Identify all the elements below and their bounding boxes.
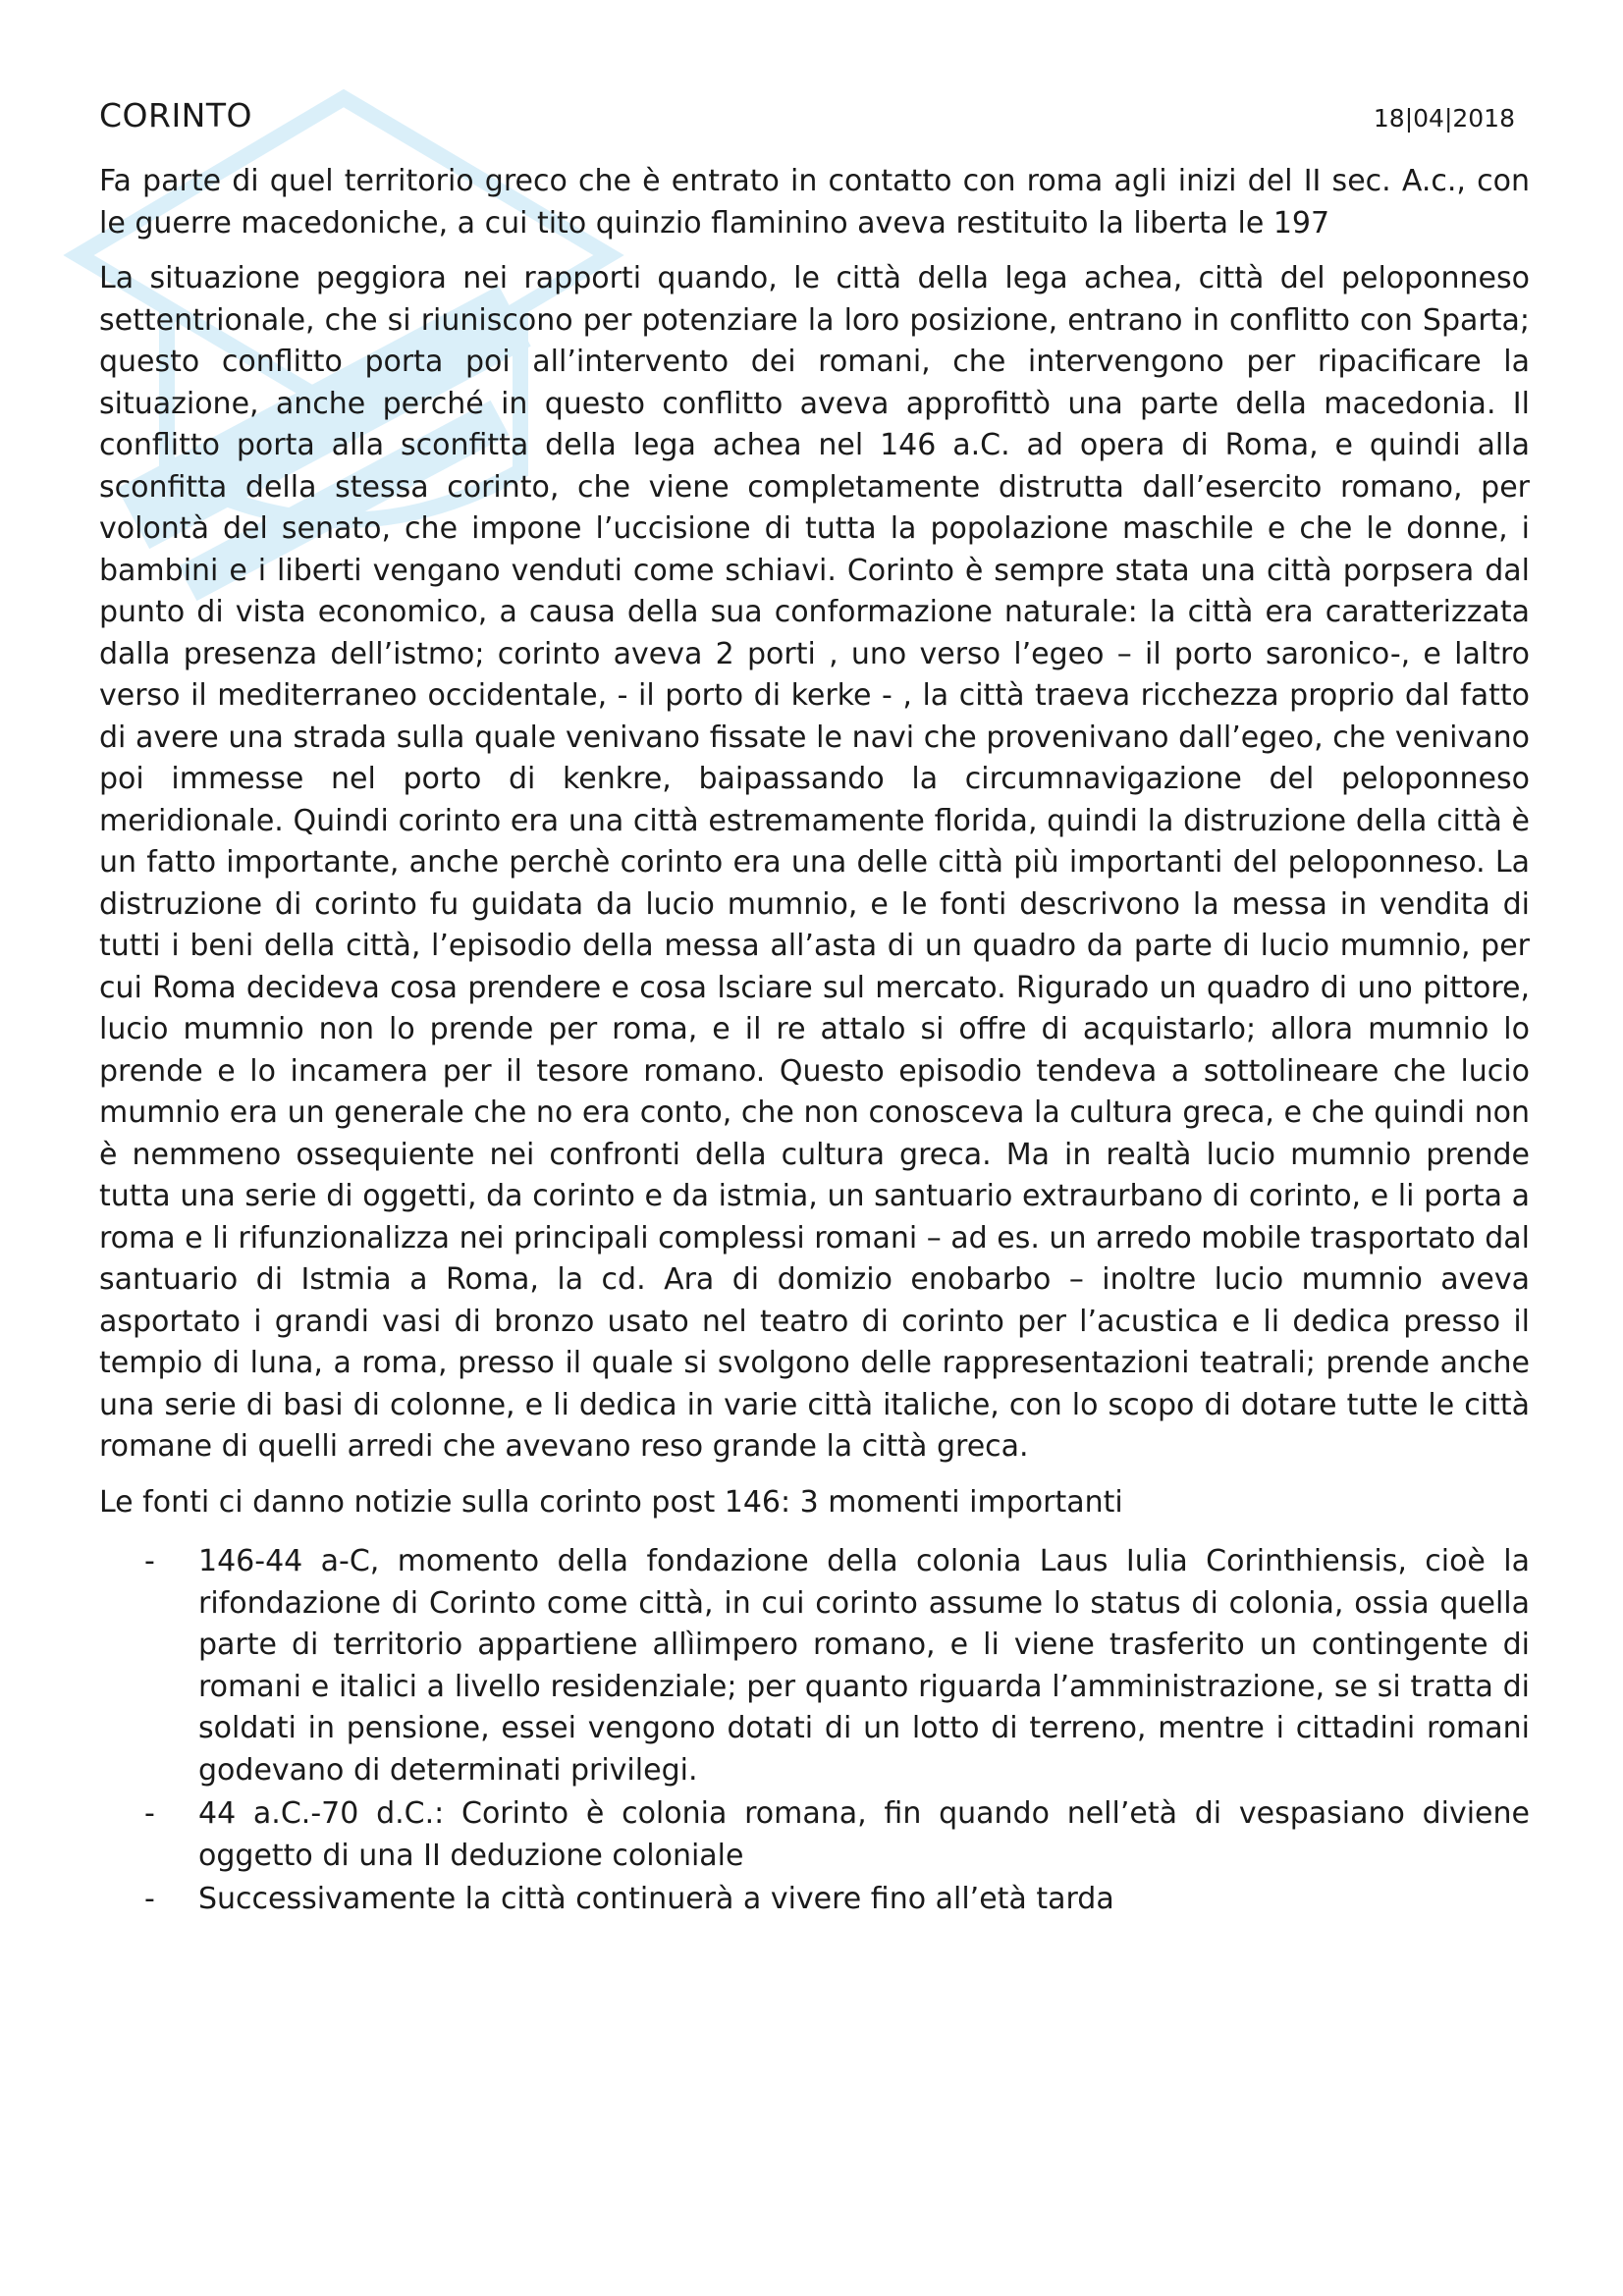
- bullet-dash: -: [144, 1796, 155, 1831]
- list-item-text: 44 a.C.-70 d.C.: Corinto è colonia romana, fin quando nell’età di vespasiano diviene oggetto di una II deduzione coloniale: [198, 1796, 1530, 1873]
- paragraph-sources: Le fonti ci danno notizie sulla corinto post 146: 3 momenti importanti: [99, 1484, 1123, 1520]
- bullet-dash: -: [144, 1544, 155, 1578]
- document-page: [99, 96, 1530, 1923]
- document-title: CORINTO: [99, 96, 252, 134]
- paragraph-history: La situazione peggiora nei rapporti quando, le città della lega achea, città del peloponneso settentrionale, che si riuniscono per potenziare la loro posizione, entrano in conflitto con Sparta; questo conflitto porta poi all’intervento dei romani, che intervengono per ripacificare la situazione, anche perché in questo conflitto aveva approfittò una parte della macedonia. Il conflitto porta alla sconfitta della lega achea nel 146 a.C. ad opera di Roma, e quindi alla sconfitta della stessa corinto, che viene completamente distrutta dall’esercito romano, per volontà del senato, che impone l’uccisione di tutta la popolazione maschile e che le donne, i bambini e i liberti vengano venduti come schiavi. Corinto è sempre stata una città porpsera dal punto di vista economico, a causa della sua conformazione naturale: la città era caratterizzata dalla presenza dell’istmo; corinto aveva 2 porti , uno verso l’egeo – il porto saronico-, e laltro verso il mediterraneo occidentale, - il porto di kerke - , la città traeva ricchezza proprio dal fatto di avere una strada sulla quale venivano fissate le navi che provenivano dall’egeo, che venivano poi immesse nel porto di kenkre, baipassando la circumnavigazione del peloponneso meridionale. Quindi corinto era una città estremamente florida, quindi la distruzione della città è un fatto importante, anche perchè corinto era una delle città più importanti del peloponneso. La distruzione di corinto fu guidata da lucio mumnio, e le fonti descrivono la messa in vendita di tutti i beni della città, l’episodio della messa all’asta di un quadro da parte di lucio mumnio, per cui Roma decideva cosa prendere e cosa lsciare sul mercato. Rigurado un quadro di uno pittore, lucio mumnio non lo prende per roma, e il re attalo si offre di acquistarlo; allora mumnio lo prende e lo incamera per il tesore romano. Questo episodio tendeva a sottolineare che lucio mumnio era un generale che no era conto, che non conosceva la cultura greca, e che quindi non è nemmeno ossequiente nei confronti della cultura greca. Ma in realtà lucio mumnio prende tutta una serie di oggetti, da corinto e da istmia, un santuario extraurbano di corinto, e li porta a roma e li rifunzionalizza nei principali complessi romani – ad es. un arredo mobile trasportato dal santuario di Istmia a Roma, la cd. Ara di domizio enobarbo – inoltre lucio mumnio aveva asportato i grandi vasi di bronzo usato nel teatro di corinto per l’acustica e li dedica presso il tempio di luna, a roma, presso il quale si svolgono delle rappresentazioni teatrali; prende anche una serie di basi di colonne, e li dedica in varie città italiche, con lo scopo di dotare tutte le città romane di quelli arredi che avevano reso grande la città greca.: [99, 261, 1530, 1464]
- document-date: 18|04|2018: [1373, 104, 1515, 133]
- bullet-dash: -: [144, 1882, 155, 1916]
- document-header: [99, 96, 1530, 147]
- paragraph-intro: Fa parte di quel territorio greco che è entrato in contatto con roma agli inizi del II sec. A.c., con le guerre macedoniche, a cui tito quinzio flaminino aveva restituito la liberta le 197: [99, 164, 1530, 240]
- list-item: [99, 1793, 1530, 1877]
- list-item-text: 146-44 a-C, momento della fondazione della colonia Laus Iulia Corinthiensis, cioè la rifondazione di Corinto come città, in cui corinto assume lo status di colonia, ossia quella parte di territorio appartiene allìimpero romano, e li viene trasferito un contingente di romani e italici a livello residenziale; per quanto riguarda l’amministrazione, se si tratta di soldati in pensione, essei vengono dotati di un lotto di terreno, mentre i cittadini romani godevano di determinati privilegi.: [198, 1544, 1530, 1788]
- list-item: [99, 1541, 1530, 1791]
- list-item: [99, 1879, 1530, 1921]
- bullet-list: [99, 1541, 1530, 1921]
- list-item-text: Successivamente la città continuerà a vivere fino all’età tarda: [198, 1882, 1114, 1916]
